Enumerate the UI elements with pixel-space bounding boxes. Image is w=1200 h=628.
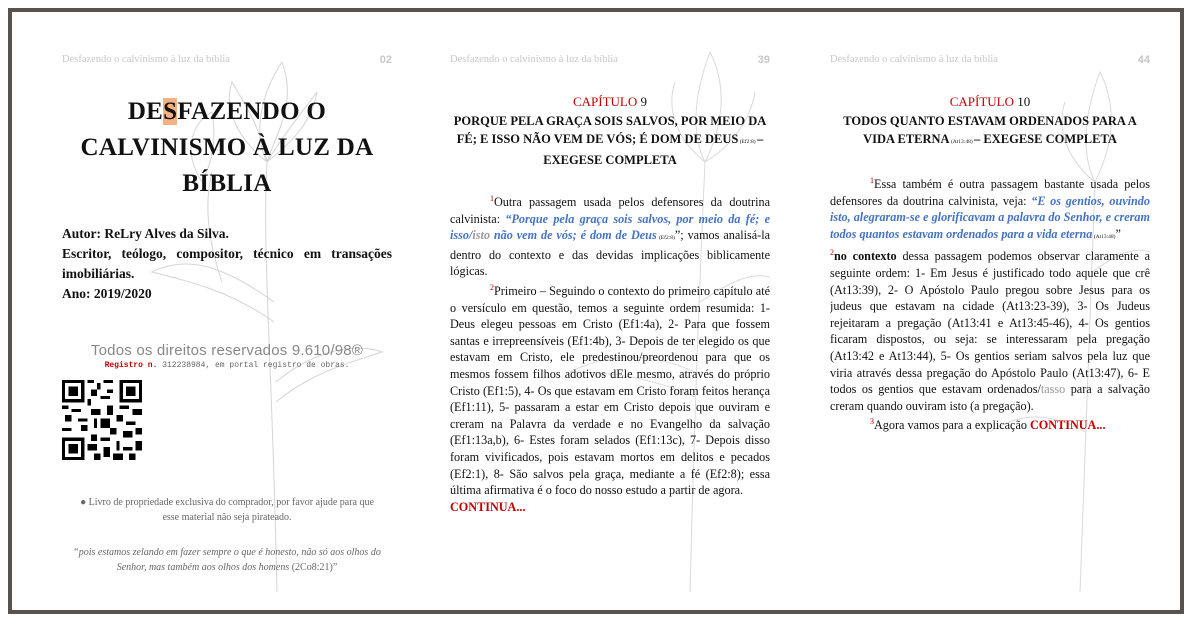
p2-tasso: tasso <box>1040 382 1066 397</box>
quote-text: “pois estamos zelando em fazer sempre o que é honesto, não só aos olhos do Senhor, mas também aos olhos dos homens <box>73 547 381 573</box>
book-title <box>62 94 392 202</box>
running-header <box>450 54 770 72</box>
title-part-2: FAZENDO O CALVINISMO À LUZ DA BÍBLIA <box>80 98 374 197</box>
paragraph-number: 2 <box>490 283 494 293</box>
page-number: 44 <box>1137 54 1150 66</box>
chapter-title-end: – EXEGESE COMPLETA <box>543 132 764 167</box>
chapter-body <box>450 191 770 515</box>
year-line: Ano: 2019/2020 <box>62 286 152 301</box>
chapter-body <box>830 173 1150 434</box>
chapter-title-text: TODOS QUANTO ESTAVAM ORDENADOS PARA A VIDA ETERNA <box>843 114 1137 146</box>
running-header <box>830 54 1150 72</box>
page-cover <box>62 12 392 610</box>
chapter-title-text: PORQUE PELA GRAÇA SOIS SALVOS, POR MEIO DA FÉ; E ISSO NÃO VEM DE VÓS; É DOM DE DEUS <box>453 114 767 146</box>
p1-intro: Essa também é outra passagem bastante usada pelos defensores da doutrina calvinista, veja: <box>830 177 1150 208</box>
continua-link[interactable] <box>450 499 770 516</box>
p2-end: para a salvação creram quando ouviram isto (a pregação). <box>830 382 1150 413</box>
page-chapter-10 <box>830 12 1150 610</box>
paragraph-1 <box>830 173 1150 245</box>
registro-line <box>62 361 392 370</box>
chapter-title-end: – EXEGESE COMPLETA <box>974 132 1117 146</box>
quote-ref: (2Co8:21)” <box>289 562 338 573</box>
chapter-title <box>830 112 1150 151</box>
p1-quote-2: não vem de vós; é dom de Deus <box>489 228 657 243</box>
p2-text: dessa passagem podemos observar claramente a seguinte ordem: 1- Em Jesus é justificado todo aquele que crê (At13:39), 2- O Apóstolo Paulo pregou sobre Jesus para os judeus que estavam na cidade (At13:23-39), 3- Os Judeus rejeitaram a pregação (At13:41 e At13:45-46), 4- Os gentios ficaram dispostos, ou seja: se interessaram pela pregação (At13:42 e At13:44), 5- Os gentios seriam salvos pela luz que viria através dessa pregação do Apóstolo Paulo (At13:47), 6- E todos os gentios que estavam ordenados/ <box>830 249 1150 397</box>
title-part-1: DE <box>127 98 164 125</box>
chapter-number: 10 <box>1014 94 1031 109</box>
author-role: Escritor, teólogo, compositor, técnico em transações imobiliárias. <box>62 246 392 281</box>
running-title: Desfazendo o calvinismo à luz da bíblia <box>62 54 230 65</box>
ownership-note: ● Livro de propriedade exclusiva do comprador, por favor ajude para que esse material não seja pirateado. <box>80 497 374 523</box>
rights-block <box>62 342 392 370</box>
p1-intro: Outra passagem usada pelos defensores da doutrina calvinista: <box>450 195 770 226</box>
running-title: Desfazendo o calvinismo à luz da bíblia <box>450 54 618 65</box>
chapter-word: CAPÍTULO <box>572 94 638 109</box>
paragraph-1 <box>450 191 770 280</box>
chapter-word: CAPÍTULO <box>949 94 1015 109</box>
chapter-title <box>450 112 770 169</box>
p2-text: Primeiro – Seguindo o contexto do primeiro capítulo até o versículo em questão, temos a seguinte ordem resumida: 1- Deus elegeu pessoas em Cristo (Ef1:4a), 2- Para que fossem santas e irrepreensíveis (Ef1:4b), 3- Depois de ter elegido os que estavam em Cristo, ele predestinou/preordenou para que os mesmos fossem filhos adotivos dEle mesmo, através do próprio Cristo (Ef1:5), 4- Os que estavam em Cristo foram feitos herança (Ef1:11), 5- passaram a estar em Cristo depois que ouviram e creram na Palavra da verdade e no Evangelho da salvação (Ef1:13a,b), 6- Estes foram selados (Ef1:13c), 7- Depois disso foram vivificados, pois estavam mortos em delitos e pecados (Ef2:1), 8- São salvos pela graça, mediante a fé (Ef2:8); essa última afirmativa é o foco do nosso estudo a partir de agora. <box>450 284 770 498</box>
running-header <box>62 54 392 72</box>
paragraph-number: 1 <box>490 194 494 203</box>
rights-text: Todos os direitos reservados 9.610/98® <box>90 342 364 359</box>
page-number: 02 <box>379 54 392 66</box>
title-highlight: S <box>163 98 178 125</box>
bible-quote <box>62 545 392 575</box>
p1-quote: “E os gentios, ouvindo isto, alegraram-se e glorificavam a palavra do Senhor, e creram todos quantos estavam ordenados para a vida eterna <box>830 193 1150 241</box>
p2-bold: no contexto <box>834 249 897 264</box>
p3-text: Agora vamos para a explicação <box>874 418 1030 433</box>
running-title: Desfazendo o calvinismo à luz da bíblia <box>830 54 998 65</box>
continua-text: CONTINUA... <box>450 499 526 514</box>
paragraph-3 <box>830 414 1150 434</box>
chapter-title-ref: (Ef2:8) <box>738 139 757 145</box>
p1-ref: (At13:48) <box>1092 233 1116 240</box>
chapter-heading <box>830 94 1150 110</box>
paragraph-number: 1 <box>870 176 874 185</box>
p1-ref: (Ef2:8) <box>656 235 675 242</box>
book-spread-frame <box>8 8 1184 614</box>
author-block <box>62 224 392 304</box>
continua-link[interactable]: CONTINUA... <box>1030 418 1106 433</box>
p1-isto: isto <box>472 228 490 243</box>
qr-code-icon[interactable] <box>62 380 142 460</box>
p1-end: ” <box>1115 226 1121 241</box>
paragraph-2 <box>830 245 1150 414</box>
chapter-number: 9 <box>637 94 648 109</box>
paragraph-2 <box>450 280 770 499</box>
page-chapter-9 <box>450 12 770 610</box>
page-number: 39 <box>757 54 770 66</box>
p1-quote: “Porque pela graça sois salvos, por meio da fé; e isso/ <box>450 211 770 243</box>
registro-text: 312238984, em portal registro de obras. <box>157 361 350 370</box>
registro-label: Registro n. <box>104 361 158 370</box>
chapter-title-ref: (At13:48) <box>949 139 975 145</box>
p1-end: ”; vamos analisá-la dentro do contexto e das devidas implicações biblicamente lógicas. <box>450 228 770 279</box>
paragraph-number: 3 <box>870 417 874 427</box>
author-line: Autor: ReLry Alves da Silva. <box>62 226 229 241</box>
chapter-heading <box>450 94 770 110</box>
paragraph-number: 2 <box>830 248 834 258</box>
